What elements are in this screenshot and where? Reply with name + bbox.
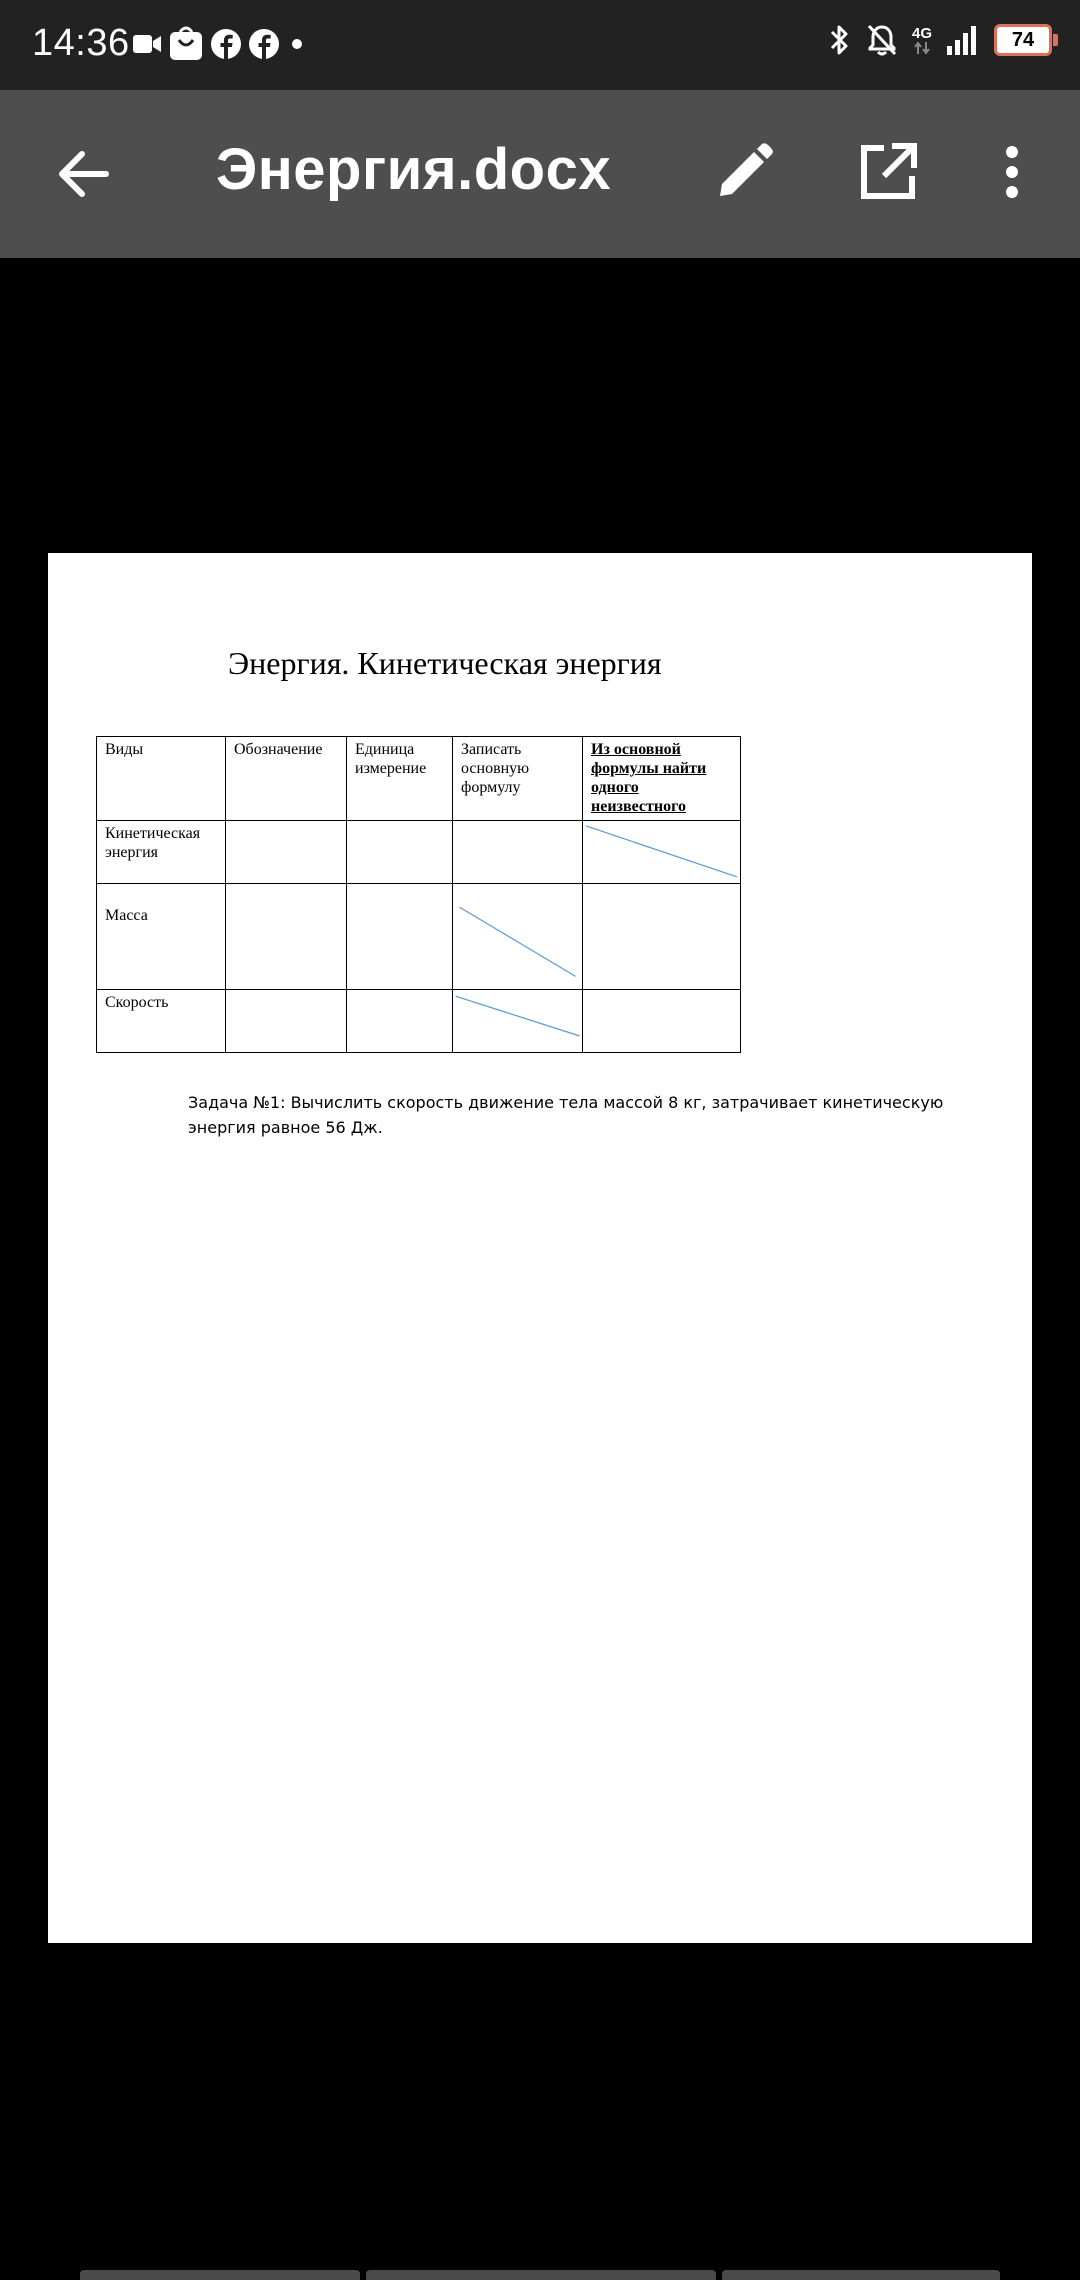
battery-icon [994, 24, 1052, 56]
table-cell-crossed [583, 821, 741, 884]
network-type: 4G [911, 24, 932, 42]
more-vert-icon[interactable] [988, 140, 1036, 204]
page-indicator-segment [80, 2270, 360, 2280]
page-heading: Энергия. Кинетическая энергия [228, 645, 662, 681]
diagonal-line [453, 884, 582, 989]
notification-icons [132, 26, 308, 62]
table-row [97, 884, 741, 990]
diagonal-line [453, 990, 582, 1052]
status-time: 14:36 [32, 22, 130, 64]
table-cell-crossed [453, 990, 583, 1053]
table-cell [226, 884, 347, 990]
dot-icon [286, 33, 308, 55]
document-title: Энергия.docx [216, 137, 612, 202]
bluetooth-icon [828, 22, 852, 58]
bell-off-icon [866, 22, 898, 58]
video-icon [132, 31, 162, 57]
facebook-icon [210, 28, 242, 60]
header-cell: Из основной формулы найти одного неизвестного [583, 737, 741, 821]
header-cell: Записать основную формулу [453, 737, 583, 821]
table-cell [453, 821, 583, 884]
signal-icon [946, 24, 980, 56]
row-label: Масса [105, 907, 148, 924]
document-page[interactable] [48, 553, 1032, 1943]
table-cell [583, 884, 741, 990]
table-cell [226, 821, 347, 884]
table-cell [347, 821, 453, 884]
header-cell: Виды [97, 737, 226, 821]
table-cell: Кинетическая энергия [97, 821, 226, 884]
energy-table [96, 736, 741, 1053]
table-cell-crossed [453, 884, 583, 990]
table-cell: Скорость [97, 990, 226, 1053]
page-indicator-segment [722, 2270, 1000, 2280]
shopping-bag-icon [168, 26, 204, 62]
data-arrows-icon [914, 41, 930, 55]
table-cell [347, 990, 453, 1053]
status-bar [0, 0, 1080, 90]
header-cell: Единица измерение [347, 737, 453, 821]
system-icons [828, 22, 1052, 58]
battery-level: 74 [1011, 28, 1035, 51]
table-cell [347, 884, 453, 990]
network-indicator [912, 26, 932, 55]
diagonal-line [583, 821, 740, 883]
back-arrow-icon[interactable] [52, 142, 116, 206]
table-cell [97, 884, 226, 990]
table-header-row [97, 737, 741, 821]
table-row [97, 990, 741, 1053]
table-cell [583, 990, 741, 1053]
edit-pencil-icon[interactable] [712, 140, 776, 204]
table-cell [226, 990, 347, 1053]
table-row [97, 821, 741, 884]
page-indicator-segment [366, 2270, 716, 2280]
open-external-icon[interactable] [856, 140, 920, 204]
header-cell: Обозначение [226, 737, 347, 821]
task-text: Задача №1: Вычислить скорость движение тела массой 8 кг, затрачивает кинетическую энергия равное 56 Дж. [188, 1093, 944, 1137]
facebook-icon [248, 28, 280, 60]
app-bar [0, 90, 1080, 258]
